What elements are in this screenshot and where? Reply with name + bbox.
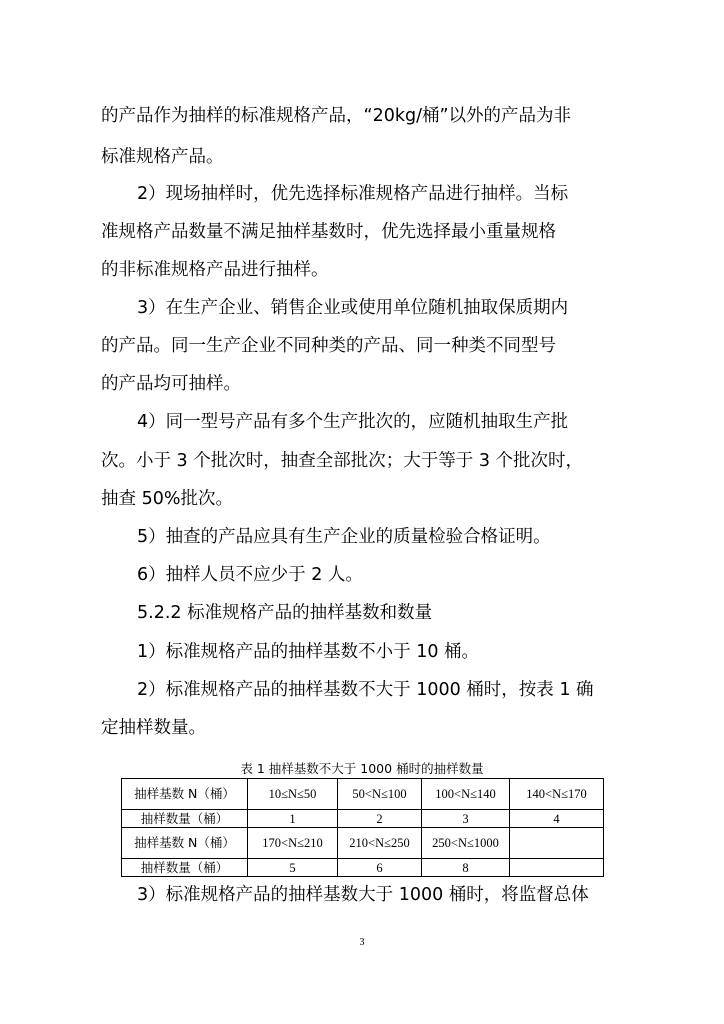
table-cell: 170<N≤210 xyxy=(248,828,338,859)
table-cell: 10≤N≤50 xyxy=(248,779,338,810)
paragraph-line: 3）在生产企业、销售企业或使用单位随机抽取保质期内 xyxy=(137,298,569,318)
table-cell: 1 xyxy=(248,810,338,828)
paragraph-line: 的产品作为抽样的标准规格产品，“20kg/桶”以外的产品为非 xyxy=(101,106,572,126)
paragraph-line: 3）标准规格产品的抽样基数大于 1000 桶时，将监督总体 xyxy=(137,885,589,905)
paragraph-line: 1）标准规格产品的抽样基数不小于 10 桶。 xyxy=(137,642,480,662)
table-row xyxy=(122,859,604,877)
paragraph-line: 5）抽查的产品应具有生产企业的质量检验合格证明。 xyxy=(137,527,551,547)
paragraph-line: 抽查 50%批次。 xyxy=(101,489,233,509)
table-cell: 5 xyxy=(248,859,338,877)
page-number: 3 xyxy=(359,937,365,948)
paragraph-line: 6）抽样人员不应少于 2 人。 xyxy=(137,565,363,585)
paragraph-line: 的产品均可抽样。 xyxy=(101,374,241,394)
paragraph-line: 标准规格产品。 xyxy=(101,147,224,167)
table-row xyxy=(122,810,604,828)
table-row xyxy=(122,828,604,859)
paragraph-line: 次。小于 3 个批次时，抽查全部批次；大于等于 3 个批次时， xyxy=(101,451,584,471)
table-cell: 50<N≤100 xyxy=(338,779,422,810)
paragraph-line: 定抽样数量。 xyxy=(101,718,206,738)
table-cell: 250<N≤1000 xyxy=(422,828,510,859)
table-cell: 3 xyxy=(422,810,510,828)
table-cell: 2 xyxy=(338,810,422,828)
table-cell: 8 xyxy=(422,859,510,877)
paragraph-line: 准规格产品数量不满足抽样基数时，优先选择最小重量规格 xyxy=(101,222,556,242)
sampling-table xyxy=(121,778,604,877)
table-caption: 表 1 抽样基数不大于 1000 桶时的抽样数量 xyxy=(240,761,484,776)
row-header-cell: 抽样数量（桶） xyxy=(122,810,248,828)
row-header-cell: 抽样基数 N（桶） xyxy=(122,779,248,810)
table-cell: 140<N≤170 xyxy=(510,779,604,810)
table-row xyxy=(122,779,604,810)
table-cell: 210<N≤250 xyxy=(338,828,422,859)
paragraph-line: 4）同一型号产品有多个生产批次的，应随机抽取生产批 xyxy=(137,412,569,432)
table-cell xyxy=(510,859,604,877)
paragraph-line: 的非标准规格产品进行抽样。 xyxy=(101,260,329,280)
table-cell xyxy=(510,828,604,859)
table-cell: 6 xyxy=(338,859,422,877)
paragraph-line: 2）现场抽样时，优先选择标准规格产品进行抽样。当标 xyxy=(137,184,569,204)
paragraph-line: 2）标准规格产品的抽样基数不大于 1000 桶时，按表 1 确 xyxy=(137,680,594,700)
table-cell: 100<N≤140 xyxy=(422,779,510,810)
row-header-cell: 抽样数量（桶） xyxy=(122,859,248,877)
row-header-cell: 抽样基数 N（桶） xyxy=(122,828,248,859)
table-cell: 4 xyxy=(510,810,604,828)
paragraph-line: 5.2.2 标准规格产品的抽样基数和数量 xyxy=(137,603,433,623)
paragraph-line: 的产品。同一生产企业不同种类的产品、同一种类不同型号 xyxy=(101,336,556,356)
